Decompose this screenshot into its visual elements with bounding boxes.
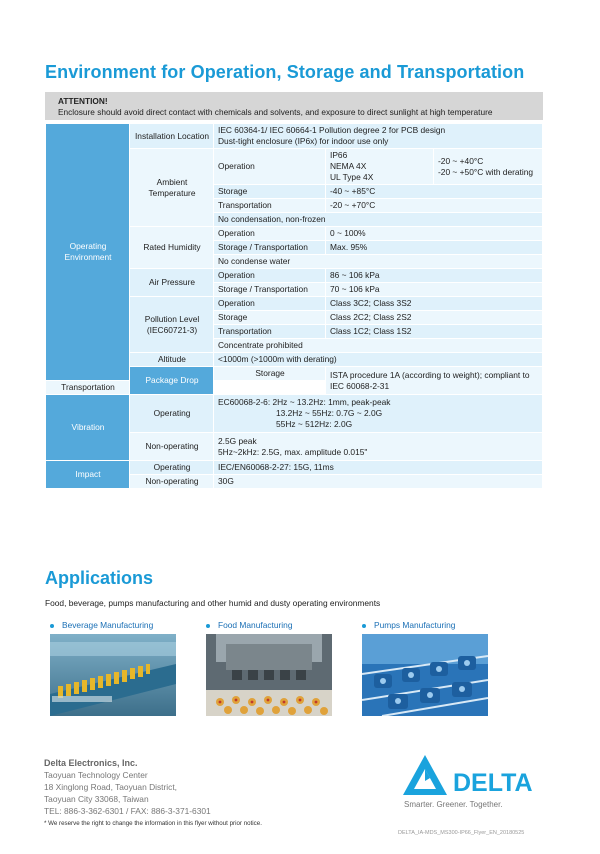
company-name: Delta Electronics, Inc. xyxy=(44,758,138,768)
attention-title: ATTENTION! xyxy=(58,96,108,106)
vibration-operating-value: EC60068-2-6: 2Hz ~ 13.2Hz: 1mm, peak-peak 13.2Hz ~ 55Hz: 0.7G ~ 2.0G 55Hz ~ 512Hz: 2.0G xyxy=(214,395,543,433)
applications-heading: Applications xyxy=(45,568,154,588)
pollution-operation-label: Operation xyxy=(214,297,326,311)
category-operating-environment: Operating Environment xyxy=(46,124,130,381)
ambient-transportation-value: -20 ~ +70°C xyxy=(326,199,543,213)
category-vibration: Vibration xyxy=(46,395,130,461)
logo-slogan: Smarter. Greener. Together. xyxy=(404,800,503,809)
application-pumps: Pumps Manufacturing xyxy=(362,620,455,630)
ambient-temperature-label: Ambient Temperature xyxy=(130,149,214,227)
drop-storage-label: Storage xyxy=(214,367,326,381)
humidity-operation-value: 0 ~ 100% xyxy=(326,227,543,241)
altitude-value: <1000m (>1000m with derating) xyxy=(214,353,543,367)
pressure-storage-value: 70 ~ 106 kPa xyxy=(326,283,543,297)
humidity-operation-label: Operation xyxy=(214,227,326,241)
pollution-storage-label: Storage xyxy=(214,311,326,325)
ambient-operation-label: Operation xyxy=(214,149,326,185)
humidity-storage-label: Storage / Transportation xyxy=(214,241,326,255)
ambient-storage-value: -40 ~ +85°C xyxy=(326,185,543,199)
bullet-icon xyxy=(362,624,366,628)
impact-non-operating-value: 30G xyxy=(214,475,543,489)
installation-location-label: Installation Location xyxy=(130,124,214,149)
ambient-operation-ratings: IP66 NEMA 4X UL Type 4X xyxy=(326,149,434,185)
pollution-storage-value: Class 2C2; Class 2S2 xyxy=(326,311,543,325)
pollution-operation-value: Class 3C2; Class 3S2 xyxy=(326,297,543,311)
pressure-operation-label: Operation xyxy=(214,269,326,283)
vibration-non-operating-value: 2.5G peak 5Hz~2kHz: 2.5G, max. amplitude 0.015" xyxy=(214,433,543,461)
ambient-note: No condensation, non-frozen xyxy=(214,213,543,227)
page-title: Environment for Operation, Storage and Transportation xyxy=(45,62,525,82)
category-package-drop: Package Drop xyxy=(130,367,214,395)
vibration-operating-label: Operating xyxy=(130,395,214,433)
drop-transportation-label: Transportation xyxy=(46,381,130,395)
spec-table xyxy=(45,123,543,489)
drop-value: ISTA procedure 1A (according to weight); compliant to IEC 60068-2-31 xyxy=(326,367,543,395)
ambient-storage-label: Storage xyxy=(214,185,326,199)
svg-text:DELTA: DELTA xyxy=(453,769,533,797)
food-photo xyxy=(206,634,332,716)
bullet-icon xyxy=(206,624,210,628)
impact-operating-label: Operating xyxy=(130,461,214,475)
rated-humidity-label: Rated Humidity xyxy=(130,227,214,269)
company-address-3: Taoyuan City 33068, Taiwan xyxy=(44,794,149,804)
attention-text: Enclosure should avoid direct contact with chemicals and solvents, and exposure to direct sunlight at high temperature xyxy=(58,107,493,117)
document-id: DELTA_IA-MDS_MS300-IP66_Flyer_EN_20180525 xyxy=(398,830,525,836)
category-impact: Impact xyxy=(46,461,130,489)
air-pressure-label: Air Pressure xyxy=(130,269,214,297)
pressure-operation-value: 86 ~ 106 kPa xyxy=(326,269,543,283)
humidity-note: No condense water xyxy=(214,255,543,269)
beverage-photo xyxy=(50,634,176,716)
company-address-2: 18 Xinglong Road, Taoyuan District, xyxy=(44,782,177,792)
pumps-photo xyxy=(362,634,488,716)
company-address-1: Taoyuan Technology Center xyxy=(44,770,148,780)
application-food: Food Manufacturing xyxy=(206,620,293,630)
bullet-icon xyxy=(50,624,54,628)
installation-location-value: IEC 60364-1/ IEC 60664-1 Pollution degree 2 for PCB design Dust-tight enclosure (IP6x) for indoor use only xyxy=(214,124,543,149)
applications-description: Food, beverage, pumps manufacturing and other humid and dusty operating environments xyxy=(45,598,381,608)
ambient-operation-range: -20 ~ +40°C -20 ~ +50°C with derating xyxy=(434,149,543,185)
humidity-storage-value: Max. 95% xyxy=(326,241,543,255)
pollution-transportation-value: Class 1C2; Class 1S2 xyxy=(326,325,543,339)
company-contact: TEL: 886-3-362-6301 / FAX: 886-3-371-6301 xyxy=(44,806,211,816)
application-beverage: Beverage Manufacturing xyxy=(50,620,153,630)
vibration-non-operating-label: Non-operating xyxy=(130,433,214,461)
pollution-transportation-label: Transportation xyxy=(214,325,326,339)
impact-operating-value: IEC/EN60068-2-27: 15G, 11ms xyxy=(214,461,543,475)
altitude-label: Altitude xyxy=(130,353,214,367)
ambient-transportation-label: Transportation xyxy=(214,199,326,213)
pressure-storage-label: Storage / Transportation xyxy=(214,283,326,297)
attention-box xyxy=(45,92,543,120)
pollution-level-label: Pollution Level (IEC60721-3) xyxy=(130,297,214,353)
pollution-note: Concentrate prohibited xyxy=(214,339,543,353)
disclaimer-note: * We reserve the right to change the information in this flyer without prior notice. xyxy=(44,820,262,827)
impact-non-operating-label: Non-operating xyxy=(130,475,214,489)
